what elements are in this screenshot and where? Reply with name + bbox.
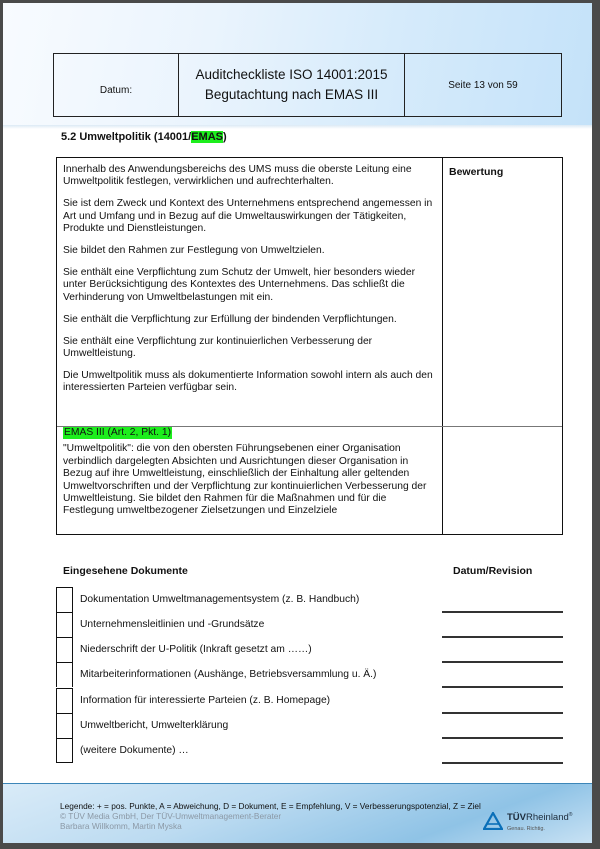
document-checkbox[interactable] [56,587,73,612]
emas-definition: "Umweltpolitik": die von den obersten Führungsebenen einer Organisation verbindlich dargelegten Absichten und Ausrichtungen dieser Organisation in Bezug auf ihre Umweltleistung, einschließlich der Einhaltung aller geltenden Umweltvorschriften und der Verpflichtung zur kontinuierlichen Verbesserung der Umweltleistung. Sie bildet den Rahmen für die Maßnahmen und für die Festlegung umweltbezogener Zielsetzungen und Einzelziele [63,443,427,517]
page-footer [3,783,592,843]
emas-reference: EMAS III (Art. 2, Pkt. 1) [64,427,171,438]
document-label: Niederschrift der U-Politik (Inkraft gesetzt am ……) [80,644,312,655]
requirement-paragraph: Innerhalb des Anwendungsbereichs des UMS muss die oberste Leitung eine Umweltpolitik festlegen, verwirklichen und aufrechterhalten. [63,164,412,188]
document-row [56,637,566,662]
date-label: Datum: [54,54,179,116]
title-line-2: Begutachtung nach EMAS III [204,87,379,102]
document-label: Unternehmensleitlinien und -Grundsätze [80,619,265,630]
rating-header: Bewertung [449,166,504,178]
document-label: Umweltbericht, Umwelterklärung [80,720,229,731]
emas-definition-block [63,427,439,518]
document-label: Dokumentation Umweltmanagementsystem (z. B. Handbuch) [80,594,360,605]
column-divider [442,158,443,534]
copyright-line-2: Barbara Willkomm, Martin Myska [60,821,182,831]
section-title-prefix: 5.2 Umweltpolitik (14001/ [61,131,192,143]
requirement-paragraph: Sie enthält die Verpflichtung zur Erfüllung der bindenden Verpflichtungen. [63,313,397,325]
document-label: Mitarbeiterinformationen (Aushänge, Betriebsversammlung u. Ä.) [80,669,377,680]
documents-date-title: Datum/Revision [453,565,533,577]
date-revision-line[interactable] [442,762,563,764]
page-info: Seite 13 von 59 [448,79,518,91]
requirement-paragraph: Sie bildet den Rahmen zur Festlegung von Umweltzielen. [63,245,325,257]
document-row [56,612,566,637]
header-box [53,53,562,117]
logo-brand-rest: Rheinland [526,812,569,824]
document-checkbox[interactable] [56,688,73,713]
section-title-highlight: EMAS [191,131,223,143]
logo-reg: ® [568,812,573,818]
requirement-paragraph: Sie enthält eine Verpflichtung zur kontinuierlichen Verbesserung der Umweltleistung. [63,335,373,359]
requirement-paragraph: Sie ist dem Zweck und Kontext des Unternehmens entsprechend angemessen in Art und Umfang und in Bezug auf die Umweltauswirkungen der Tätigkeiten, Produkte und Dienstleistungen. [63,198,433,235]
document-row [56,587,566,612]
copyright [60,811,281,831]
section-title [61,131,227,143]
logo-brand [507,812,572,823]
document-label: Information für interessierte Parteien (z. B. Homepage) [80,695,331,706]
requirements-text [63,164,439,404]
legend-text: Legende: + = pos. Punkte, A = Abweichung, D = Dokument, E = Empfehlung, V = Verbesserungspotenzial, Z = Ziel [60,801,481,811]
section-title-suffix: ) [223,131,227,143]
triangle-logo-icon [483,812,503,830]
requirement-paragraph: Die Umweltpolitik muss als dokumentierte Information sowohl intern als auch den interessierten Parteien verfügbar sein. [63,369,433,394]
documents-title: Eingesehene Dokumente [63,565,188,577]
document-row [56,688,566,713]
document-title [179,54,405,116]
requirement-paragraph: Sie enthält eine Verpflichtung zum Schutz der Umwelt, hier besonders wieder unter Berücksichtigung des Kontextes des Unternehmens. Das schließt die Verhinderung von Umweltbelastungen mit ein. [63,266,415,303]
tuv-rheinland-logo [483,810,588,840]
document-row [56,662,566,687]
title-line-1: Auditcheckliste ISO 14001:2015 [195,67,388,82]
document-checkbox[interactable] [56,662,73,687]
logo-brand-bold: TÜV [507,812,526,824]
document-row [56,713,566,738]
document-checkbox[interactable] [56,637,73,662]
document-checkbox[interactable] [56,713,73,738]
requirements-table [56,157,563,535]
document-checkbox[interactable] [56,738,73,763]
document-checkbox[interactable] [56,612,73,637]
document-row [56,738,566,763]
document-label: (weitere Dokumente) … [80,745,189,756]
logo-slogan: Genau. Richtig. [507,826,545,832]
document-page [3,3,592,843]
copyright-line-1: © TÜV Media GmbH, Der TÜV-Umweltmanagement-Berater [60,811,282,821]
